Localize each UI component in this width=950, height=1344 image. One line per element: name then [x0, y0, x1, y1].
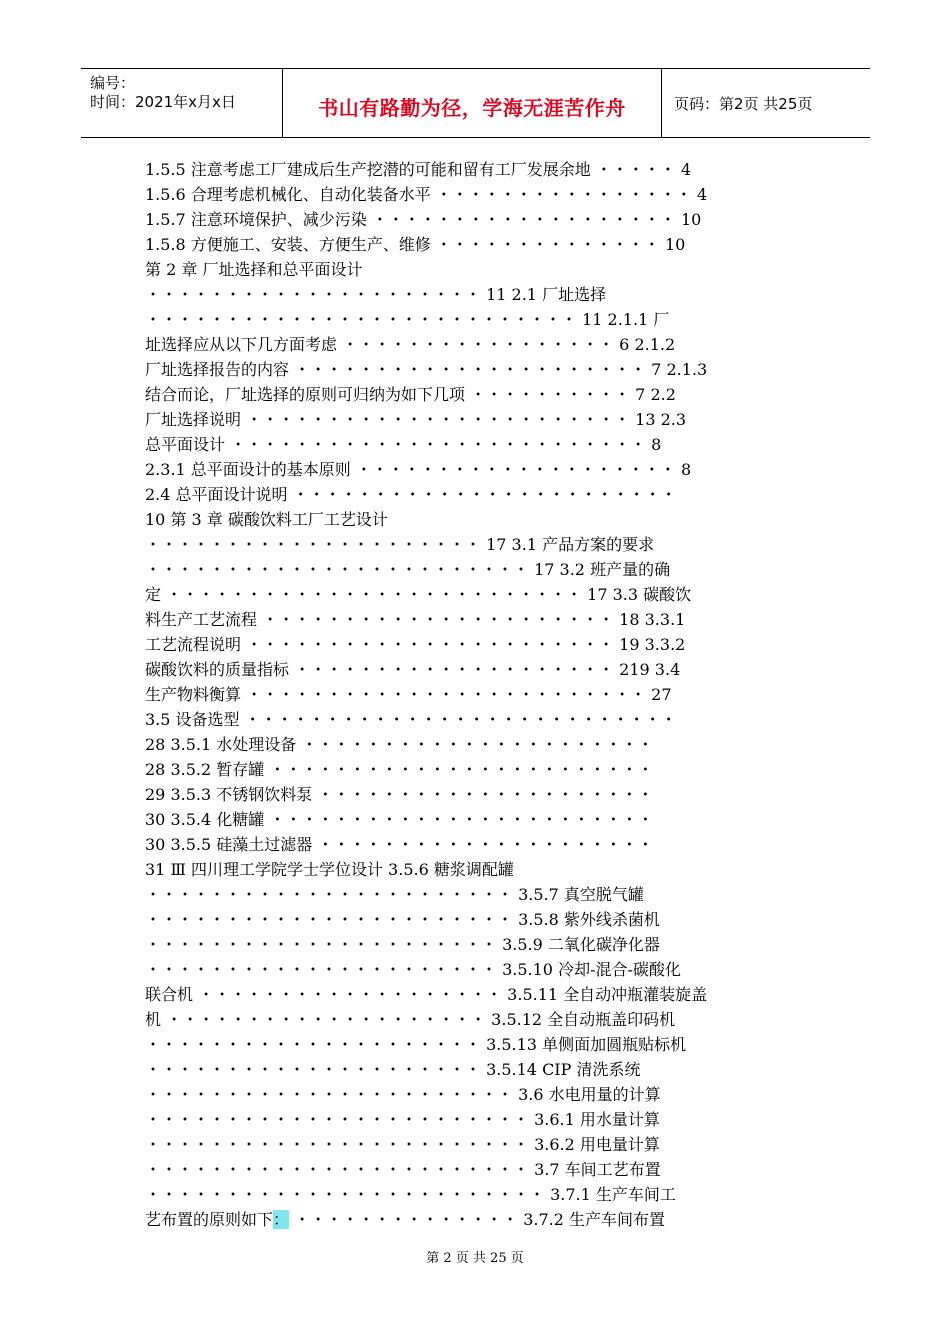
toc-line [145, 882, 805, 907]
toc-line [145, 1157, 805, 1182]
toc-line-text: ・・・・・・・・・・・・・・・・・・・・・・ 3.5.10 冷却-混合-碳酸化 [145, 960, 681, 979]
toc-line [145, 557, 805, 582]
toc-line [145, 407, 805, 432]
toc-line [145, 432, 805, 457]
toc-line-text: 1.5.5 注意考虑工厂建成后生产挖潜的可能和留有工厂发展余地 ・・・・・ 4 [145, 160, 692, 179]
table-of-contents [145, 157, 805, 1232]
toc-line-text: ・・・・・・・・・・・・・・・・・・・・・・・・ 17 3.2 班产量的确 [145, 560, 671, 579]
toc-line [145, 857, 805, 882]
toc-line [145, 182, 805, 207]
toc-line-text: 28 3.5.1 水处理设备 ・・・・・・・・・・・・・・・・・・・・・・ [145, 735, 654, 754]
toc-line-text: ・・・・・・・・・・・・・・・・・・・・・・・・ 3.7 车间工艺布置 [145, 1160, 661, 1179]
toc-line-text: ・・・・・・・・・・・・・・・・・・・・・ 3.5.14 CIP 清洗系统 [145, 1060, 641, 1079]
toc-line [145, 907, 805, 932]
toc-line-text: 29 3.5.3 不锈钢饮料泵 ・・・・・・・・・・・・・・・・・・・・・ [145, 785, 654, 804]
toc-line [145, 582, 805, 607]
header-page-cell [662, 69, 870, 137]
motto: 书山有路勤为径，学海无涯苦作舟 [318, 96, 626, 120]
toc-line [145, 782, 805, 807]
toc-line-tail: ・・・・・・・・・・・・・・ 3.7.2 生产车间布置 [289, 1210, 666, 1229]
toc-line [145, 707, 805, 732]
page-info: 页码：第2页 共25页 [674, 95, 813, 113]
toc-line-text: 定 ・・・・・・・・・・・・・・・・・・・・・・・・・・ 17 3.3 碳酸饮 [145, 585, 692, 604]
toc-line-text: 第 2 章 厂址选择和总平面设计 [145, 260, 363, 279]
toc-line-text: ・・・・・・・・・・・・・・・・・・・・・・・ 3.5.7 真空脱气罐 [145, 885, 644, 904]
toc-line [145, 957, 805, 982]
toc-line [145, 807, 805, 832]
toc-line [145, 1132, 805, 1157]
toc-line [145, 507, 805, 532]
number-label: 编号： [90, 74, 136, 92]
toc-line [145, 482, 805, 507]
toc-line-text: 30 3.5.4 化糖罐 ・・・・・・・・・・・・・・・・・・・・・・・・ [145, 810, 654, 829]
toc-line-text: ・・・・・・・・・・・・・・・・・・・・・ 11 2.1 厂址选择 [145, 285, 607, 304]
toc-line-text: 2.3.1 总平面设计的基本原则 ・・・・・・・・・・・・・・・・・・・・ 8 [145, 460, 692, 479]
toc-line-text: 生产物料衡算 ・・・・・・・・・・・・・・・・・・・・・・・・・ 27 [145, 685, 672, 704]
toc-line-text: ・・・・・・・・・・・・・・・・・・・・・ 3.5.13 单侧面加圆瓶贴标机 [145, 1035, 687, 1054]
toc-line [145, 1207, 805, 1232]
toc-line-text: ・・・・・・・・・・・・・・・・・・・・・・・・・・・ 11 2.1.1 厂 [145, 310, 670, 329]
toc-line-text: ・・・・・・・・・・・・・・・・・・・・・・・ 3.5.8 紫外线杀菌机 [145, 910, 660, 929]
toc-line-text: 31 Ⅲ 四川理工学院学士学位设计 3.5.6 糖浆调配罐 [145, 860, 514, 879]
toc-line-text: ・・・・・・・・・・・・・・・・・・・・・・・・ 3.6.2 用电量计算 [145, 1135, 660, 1154]
toc-line [145, 532, 805, 557]
toc-line-text: 10 第 3 章 碳酸饮料工厂工艺设计 [145, 510, 388, 529]
toc-line [145, 1107, 805, 1132]
toc-line-text: 2.4 总平面设计说明 ・・・・・・・・・・・・・・・・・・・・・・・・ [145, 485, 677, 504]
page-header [81, 68, 870, 138]
toc-line-text: 1.5.7 注意环境保护、减少污染 ・・・・・・・・・・・・・・・・・・・ 10 [145, 210, 702, 229]
toc-line-text: 机 ・・・・・・・・・・・・・・・・・・・・ 3.5.12 全自动瓶盖印码机 [145, 1010, 676, 1029]
toc-line-text: 艺布置的原则如下 [145, 1210, 274, 1229]
toc-line-text: ・・・・・・・・・・・・・・・・・・・・・ 17 3.1 产品方案的要求 [145, 535, 655, 554]
header-motto-cell [283, 69, 662, 137]
toc-line [145, 632, 805, 657]
header-meta-cell [81, 69, 283, 137]
toc-line [145, 357, 805, 382]
highlighted-colon: ： [273, 1210, 290, 1229]
toc-line [145, 157, 805, 182]
toc-line [145, 982, 805, 1007]
toc-line-text: 工艺流程说明 ・・・・・・・・・・・・・・・・・・・・・・・ 19 3.3.2 [145, 635, 686, 654]
toc-line-text: 30 3.5.5 硅藻土过滤器 ・・・・・・・・・・・・・・・・・・・・・ [145, 835, 654, 854]
toc-line [145, 657, 805, 682]
toc-line [145, 232, 805, 257]
toc-line-text: ・・・・・・・・・・・・・・・・・・・・・・・・ 3.6.1 用水量计算 [145, 1110, 660, 1129]
time-label: 时间：2021年x月x日 [90, 93, 236, 111]
toc-line-text: 28 3.5.2 暂存罐 ・・・・・・・・・・・・・・・・・・・・・・・・ [145, 760, 654, 779]
toc-line-text: 总平面设计 ・・・・・・・・・・・・・・・・・・・・・・・・・・ 8 [145, 435, 662, 454]
toc-line-text: 料生产工艺流程 ・・・・・・・・・・・・・・・・・・・・・・ 18 3.3.1 [145, 610, 686, 629]
toc-line-text: ・・・・・・・・・・・・・・・・・・・・・・・・・ 3.7.1 生产车间工 [145, 1185, 676, 1204]
toc-line [145, 757, 805, 782]
toc-line-text: 址选择应从以下几方面考虑 ・・・・・・・・・・・・・・・・・ 6 2.1.2 [145, 335, 676, 354]
toc-line [145, 282, 805, 307]
toc-line [145, 457, 805, 482]
toc-line [145, 1182, 805, 1207]
toc-line-text: ・・・・・・・・・・・・・・・・・・・・・・ 3.5.9 二氧化碳净化器 [145, 935, 660, 954]
toc-line-text: 3.5 设备选型 ・・・・・・・・・・・・・・・・・・・・・・・・・・・ [145, 710, 677, 729]
toc-line [145, 932, 805, 957]
toc-line [145, 1032, 805, 1057]
toc-line [145, 382, 805, 407]
toc-line [145, 732, 805, 757]
toc-line-text: 1.5.8 方便施工、安装、方便生产、维修 ・・・・・・・・・・・・・・ 10 [145, 235, 686, 254]
toc-line [145, 682, 805, 707]
toc-line-text: 结合而论，厂址选择的原则可归纳为如下几项 ・・・・・・・・・・ 7 2.2 [145, 385, 676, 404]
toc-line [145, 607, 805, 632]
toc-line [145, 307, 805, 332]
toc-line [145, 1082, 805, 1107]
toc-line [145, 1007, 805, 1032]
toc-line-text: 碳酸饮料的质量指标 ・・・・・・・・・・・・・・・・・・・・ 219 3.4 [145, 660, 681, 679]
toc-line [145, 257, 805, 282]
toc-line-text: 厂址选择报告的内容 ・・・・・・・・・・・・・・・・・・・・・・ 7 2.1.3 [145, 360, 708, 379]
toc-line [145, 207, 805, 232]
toc-line-text: 联合机 ・・・・・・・・・・・・・・・・・・・ 3.5.11 全自动冲瓶灌装旋盖 [145, 985, 708, 1004]
toc-line [145, 332, 805, 357]
page-footer: 第 2 页 共 25 页 [426, 1251, 524, 1266]
toc-line-text: 厂址选择说明 ・・・・・・・・・・・・・・・・・・・・・・・・ 13 2.3 [145, 410, 687, 429]
toc-line [145, 832, 805, 857]
toc-line [145, 1057, 805, 1082]
toc-line-text: ・・・・・・・・・・・・・・・・・・・・・・・ 3.6 水电用量的计算 [145, 1085, 661, 1104]
toc-line-text: 1.5.6 合理考虑机械化、自动化装备水平 ・・・・・・・・・・・・・・・・ 4 [145, 185, 708, 204]
